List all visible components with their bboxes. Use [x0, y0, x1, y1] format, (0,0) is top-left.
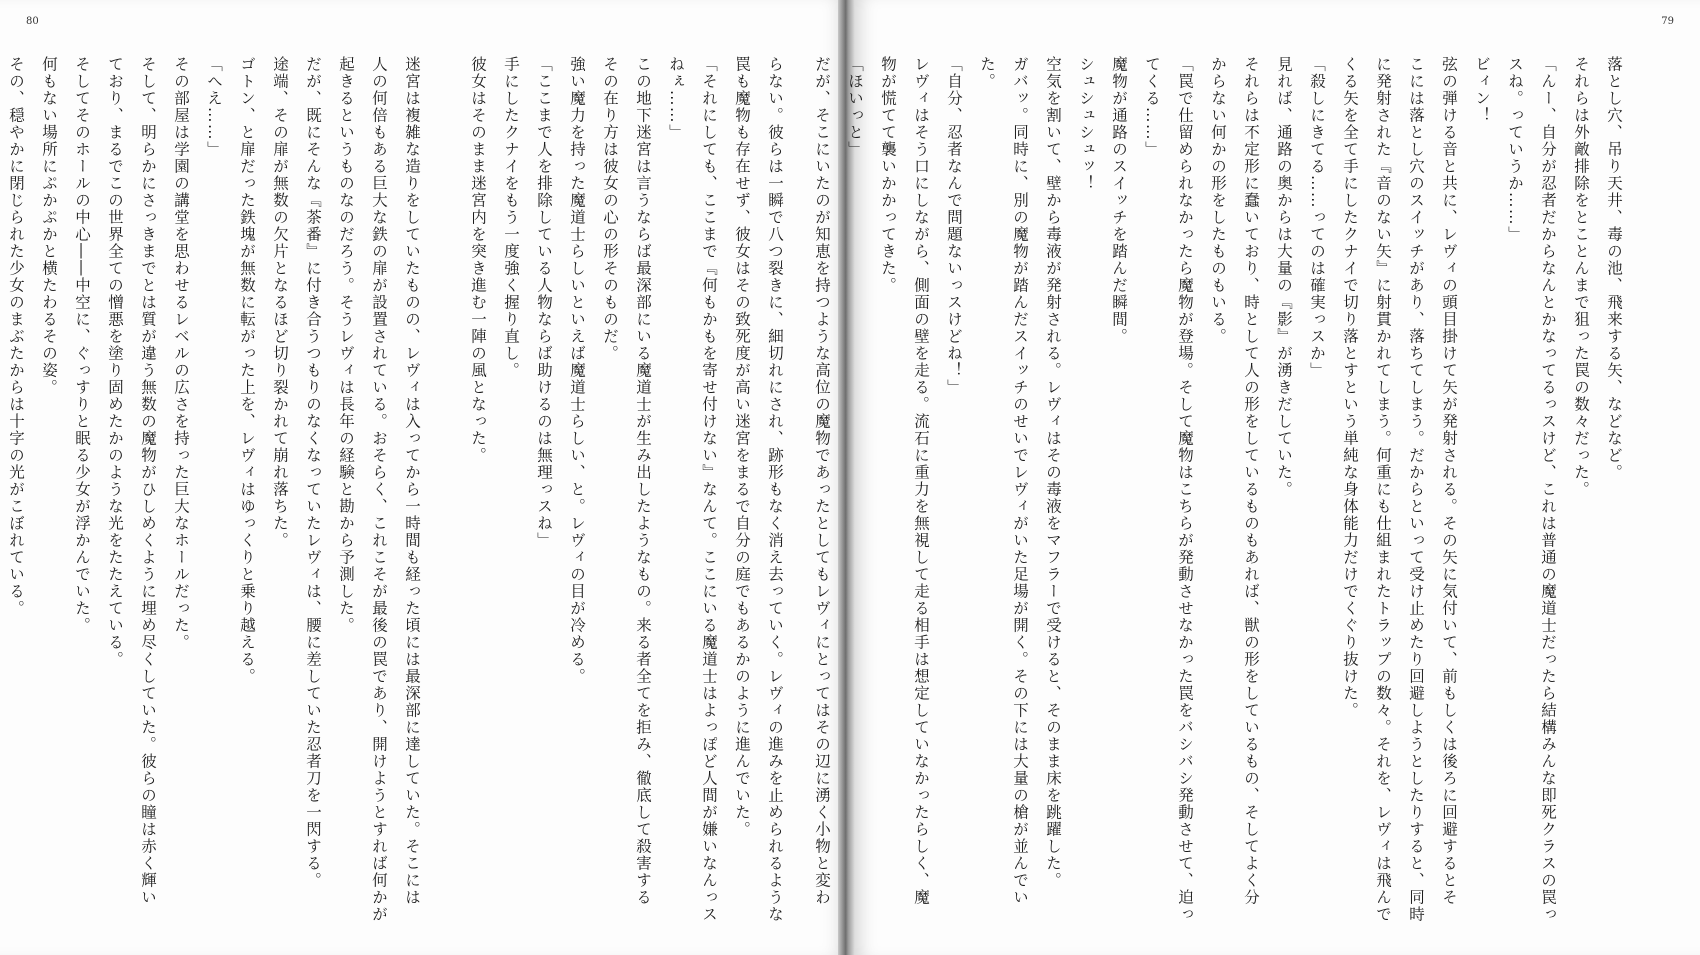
text-line: それらは不定形に蠢いており、時として人の形をしているものもあれば、獣の形をしているもの、そしてよく分	[1242, 56, 1260, 906]
text-line: だが、既にそんな『茶番』に付き合うつもりのなくなっていたレヴィは、腰に差していた忍者刀を一閃する。	[304, 56, 322, 889]
text-line: この地下迷宮は言うならば最深部にいる魔道士が生み出したようなもの。来る者全てを拒み、徹底して殺害する	[634, 56, 652, 906]
text-line: 「ここまで人を排除している人物ならば助けるのは無理っスね」	[535, 56, 553, 549]
paragraph-gap	[428, 56, 461, 916]
text-line: 空気を割いて、壁から毒液が発射される。レヴィはその毒液をマフラーで受けると、そのまま床を跳躍した。	[1044, 56, 1062, 889]
text-line: 「それにしても、ここまで『何もかもを寄せ付けない』なんて。ここにいる魔道士はよっぽど人間が嫌いなんっス	[700, 56, 718, 923]
text-line: た。	[978, 56, 996, 90]
text-line: そしてそのホールの中心――中空に、ぐっすりと眠る少女が浮かんでいた。	[73, 56, 91, 634]
text-line: スね。っていうか……」	[1506, 56, 1524, 243]
text-line: 何もない場所にぷかぷかと横たわるその姿。	[40, 56, 58, 396]
text-line: 手にしたクナイをもう一度強く握り直し。	[502, 56, 520, 379]
right-page	[813, 0, 1700, 955]
text-line: てくる……」	[1143, 56, 1161, 158]
right-page-number: 79	[1661, 16, 1674, 27]
text-line: 見れば、通路の奥からは大量の『影』が湧きだしていた。	[1275, 56, 1293, 498]
text-line: ゴトン、と扉だった鉄塊が無数に転がった上を、レヴィはゆっくりと乗り越える。	[238, 56, 256, 685]
text-line: くる矢を全て手にしたクナイで切り落とすという単純な身体能力だけでくぐり抜けた。	[1341, 56, 1359, 719]
text-line: に発射された『音のない矢』に射貫かれてしまう。何重にも仕組まれたトラップの数々。それを、レヴィは飛んで	[1374, 56, 1392, 923]
text-line: 罠も魔物も存在せず、彼女はその致死度が高い迷宮をまるで自分の庭でもあるかのように進んでいた。	[733, 56, 751, 838]
text-line: ており、まるでこの世界全ての憎悪を塗り固めたかのような光をたたえている。	[106, 56, 124, 668]
text-line: こには落とし穴のスイッチがあり、落ちてしまう。だからといって受け止めたり回避しようとしたりすると、同時	[1407, 56, 1425, 923]
text-line: その、穏やかに閉じられた少女のまぶたからは十字の光がこぼれている。	[7, 56, 25, 617]
text-line: その在り方は彼女の心の形そのものだ。	[601, 56, 619, 362]
text-line: 落とし穴、吊り天井、毒の池、飛来する矢、などなど。	[1605, 56, 1623, 481]
right-page-body	[805, 56, 1630, 923]
text-line: からない何かの形をしたものもいる。	[1209, 56, 1227, 345]
text-line: だが、そこにいたのが知恵を持つような高位の魔物であったとしてもレヴィにとってはその辺に湧く小物と変わ	[813, 56, 831, 906]
text-line: それらは外敵排除をとことんまで狙った罠の数々だった。	[1572, 56, 1590, 498]
text-line: レヴィはそう口にしながら、側面の壁を走る。流石に重力を無視して走る相手は想定していなかったらしく、魔	[912, 56, 930, 906]
text-line: 途端、その扉が無数の欠片となるほど切り裂かれて崩れ落ちた。	[271, 56, 289, 549]
text-line: 「殺しにきてる……ってのは確実っスか」	[1308, 56, 1326, 379]
text-line: シュシュシュッ！	[1077, 56, 1095, 192]
text-line: ガバッ。同時に、別の魔物が踏んだスイッチのせいでレヴィがいた足場が開く。その下には大量の槍が並んでい	[1011, 56, 1029, 906]
text-line: らない。彼らは一瞬で八つ裂きに、細切れにされ、跡形もなく消え去っていく。レヴィの進みを止められるような	[766, 56, 784, 923]
text-line: その部屋は学園の講堂を思わせるレベルの広さを持った巨大なホールだった。	[172, 56, 190, 651]
text-line: 弦の弾ける音と共に、レヴィの頭目掛けて矢が発射される。その矢に気付いて、前もしくは後ろに回避するとそ	[1440, 56, 1458, 906]
text-line: 起きるというものなのだろう。そうレヴィは長年の経験と勘から予測した。	[337, 56, 355, 634]
left-page-number: 80	[26, 16, 39, 27]
text-line: 魔物が通路のスイッチを踏んだ瞬間。	[1110, 56, 1128, 345]
text-line: 「んー、自分が忍者だからなんとかなってるっスけど、これは普通の魔道士だったら結構みんな即死クラスの罠っ	[1539, 56, 1557, 923]
text-line: ねぇ……」	[667, 56, 685, 141]
text-line: ビィン！	[1473, 56, 1491, 124]
text-line: 「自分、忍者なんで問題ないっスけどね！」	[945, 56, 963, 396]
text-line: 「罠で仕留められなかったら魔物が登場。そして魔物はこちらが発動させなかった罠をバシバシ発動させて、迫っ	[1176, 56, 1194, 923]
left-page-body	[0, 56, 791, 923]
text-line: 迷宮は複雑な造りをしていたものの、レヴィは入ってから一時間も経った頃には最深部に達していた。そこには	[403, 56, 421, 906]
text-line: 物が慌てて襲いかかってきた。	[879, 56, 897, 294]
left-page	[0, 0, 845, 955]
text-line: 彼女はそのまま迷宮内を突き進む一陣の風となった。	[469, 56, 487, 464]
text-line: 人の何倍もある巨大な鉄の扉が設置されている。おそらく、これこそが最後の罠であり、開けようとすれば何かが	[370, 56, 388, 923]
text-line: そして、明らかにさっきまでとは質が違う無数の魔物がひしめくように埋め尽くしていた。彼らの瞳は赤く輝い	[139, 56, 157, 906]
text-line: 「ほいっと」	[846, 56, 864, 158]
text-line: 「へえ……」	[205, 56, 223, 158]
text-line: 強い魔力を持った魔道士らしいといえば魔道士らしい、と。レヴィの目が冷める。	[568, 56, 586, 685]
